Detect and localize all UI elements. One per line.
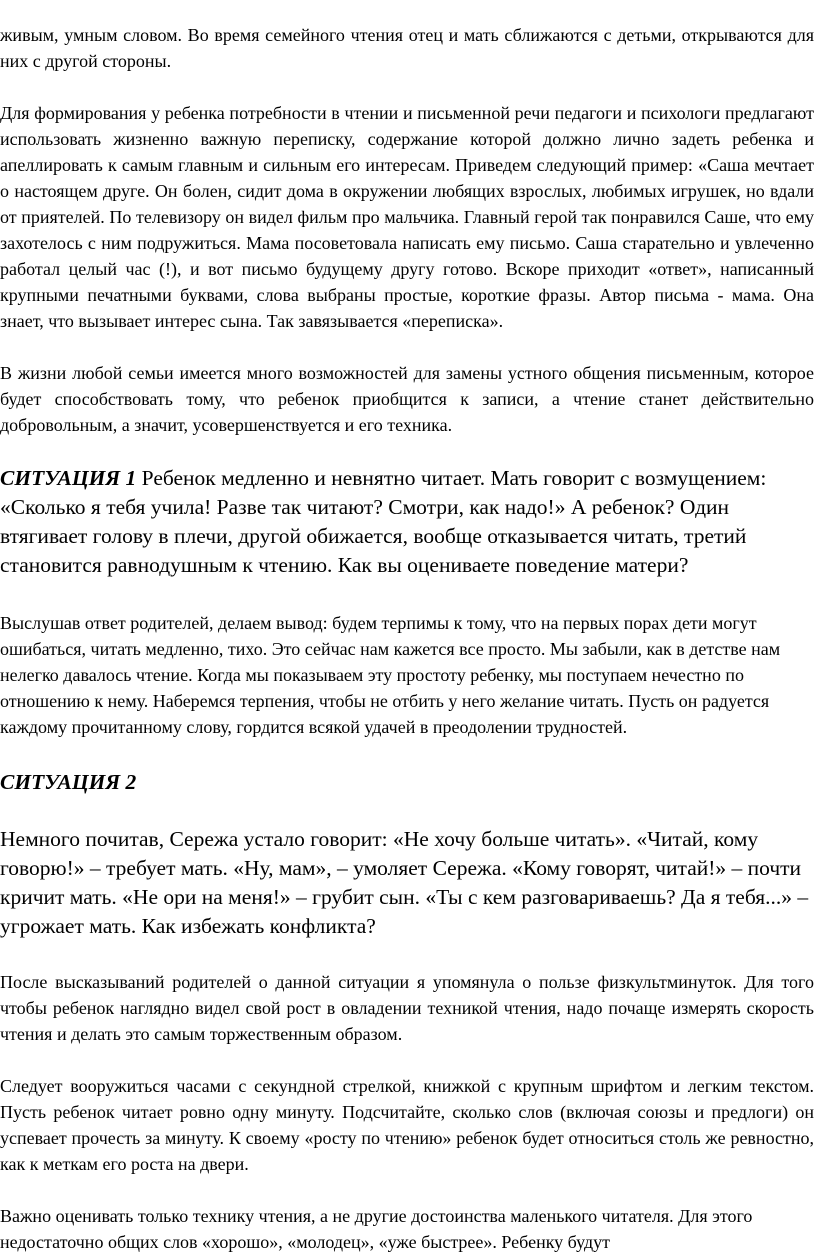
situation-1	[0, 464, 816, 580]
situation-2-label: СИТУАЦИЯ 2	[0, 770, 137, 794]
paragraph-physical-breaks: После высказываний родителей о данной ситуации я упомянула о пользе физкультминуток. Для того чтобы ребенок наглядно видел свой рост в овладении техникой чтения, надо почаще измерять скорость чтения и делать это самым торжественным образом.	[0, 972, 814, 1044]
paragraph-family-reading: живым, умным словом. Во время семейного чтения отец и мать сближаются с детьми, открываются для них с другой стороны.	[0, 25, 814, 71]
paragraph-reading-speed: Следует вооружиться часами с секундной стрелкой, книжкой с крупным шрифтом и легким текстом. Пусть ребенок читает ровно одну минуту. Подсчитайте, сколько слов (включая союзы и предлоги) он успевает прочесть за минуту. К своему «росту по чтению» ребенок будет относиться столь же ревностно, как к меткам его роста на двери.	[0, 1076, 814, 1174]
situation-2-text: Немного почитав, Сережа устало говорит: «Не хочу больше читать». «Читай, кому говорю!» – требует мать. «Ну, мам», – умоляет Сережа. «Кому говорят, читай!» – почти кричит мать. «Не ори на меня!» – грубит сын. «Ты с кем разговариваешь? Да я тебя...» – угрожает мать. Как избежать конфликта?	[0, 827, 809, 938]
paragraph-correspondence: Для формирования у ребенка потребности в чтении и письменной речи педагоги и психологи предлагают использовать жизненно важную переписку, содержание которой должно лично задеть ребенка и апеллировать к самым главным и сильным его интересам. Приведем следующий пример: «Саша мечтает о настоящем друге. Он болен, сидит дома в окружении любящих взрослых, любимых игрушек, но вдали от приятелей. По телевизору он видел фильм про мальчика. Главный герой так понравился Саше, что ему захотелось с ним подружиться. Мама посоветовала написать ему письмо. Саша старательно и увлеченно работал целый час (!), и вот письмо будущему другу готово. Вскоре приходит «ответ», написанный крупными печатными буквами, слова выбраны простые, короткие фразы. Автор письма - мама. Она знает, что вызывает интерес сына. Так завязывается «переписка».	[0, 103, 814, 331]
paragraph-written-communication: В жизни любой семьи имеется много возможностей для замены устного общения письменным, которое будет способствовать тому, что ребенок приобщится к записи, а чтение станет действительно добровольным, а значит, усовершенствуется и его техника.	[0, 363, 814, 435]
situation-1-text: Ребенок медленно и невнятно читает. Мать говорит с возмущением: «Сколько я тебя учила! Разве так читают? Смотри, как надо!» А ребенок? Один втягивает голову в плечи, другой обижается, вообще отказывается читать, третий становится равнодушным к чтению. Как вы оцениваете поведение матери?	[0, 466, 767, 577]
situation-1-label: СИТУАЦИЯ 1	[0, 466, 137, 490]
paragraph-patience: Выслушав ответ родителей, делаем вывод: будем терпимы к тому, что на первых порах дети могут ошибаться, читать медленно, тихо. Это сейчас нам кажется все просто. Мы забыли, как в детстве нам нелегко давалось чтение. Когда мы показываем эту простоту ребенку, мы поступаем нечестно по отношению к нему. Наберемся терпения, чтобы не отбить у него желание читать. Пусть он радуется каждому прочитанному слову, гордится всякой удачей в преодолении трудностей.	[0, 613, 781, 737]
paragraph-evaluation: Важно оценивать только технику чтения, а не другие достоинства маленького читателя. Для этого недостаточно общих слов «хорошо», «молодец», «уже быстрее». Ребенку будут	[0, 1206, 753, 1252]
